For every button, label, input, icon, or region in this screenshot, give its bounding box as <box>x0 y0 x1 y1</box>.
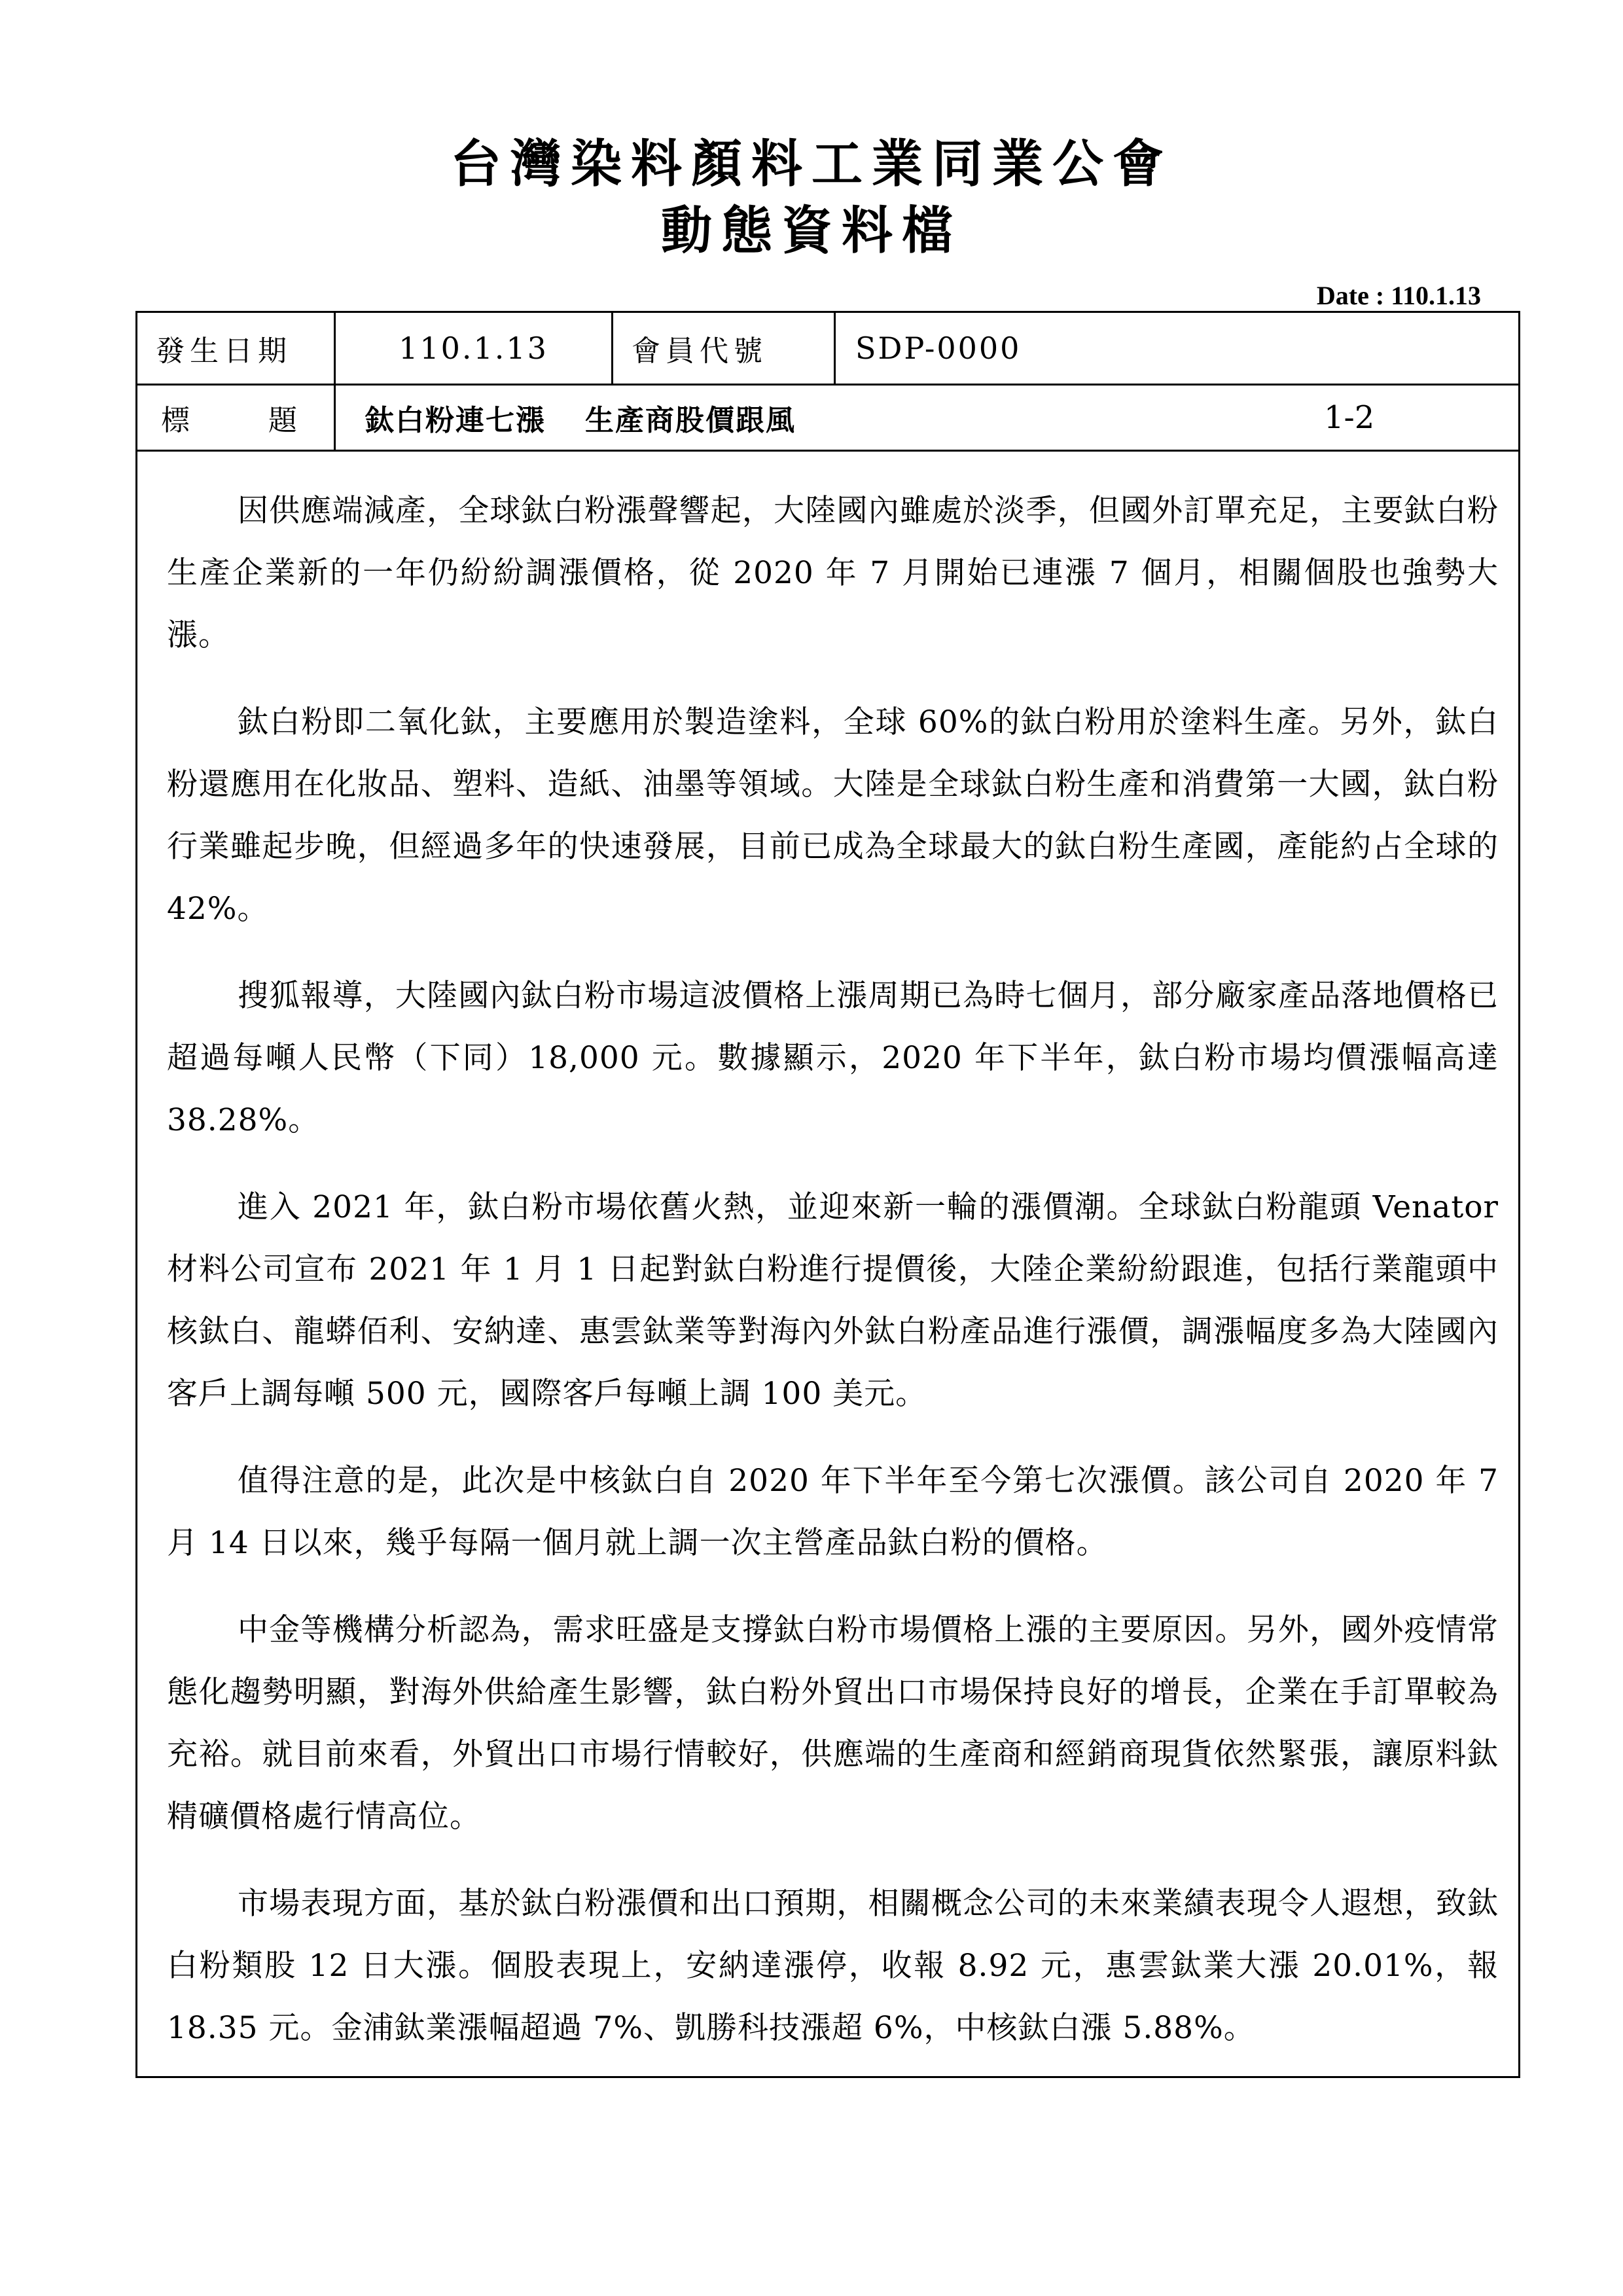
org-title: 台灣染料顏料工業同業公會 <box>450 134 1173 194</box>
form-row-date-member <box>137 313 1518 386</box>
page-number: 1-2 <box>1324 399 1375 436</box>
document-date: Date : 110.1.13 <box>1316 281 1481 310</box>
paragraph: 因供應端減產，全球鈦白粉漲聲響起，大陸國內雖處於淡季，但國外訂單充足，主要鈦白粉生產企業新的一年仍紛紛調漲價格，從 2020 年 7 月開始已連漲 7 個月，相關個股也強勢大漲。 <box>167 493 1499 653</box>
subject-label-char-2: 題 <box>268 404 297 437</box>
subject-label-char-1: 標 <box>161 404 190 437</box>
member-code-value: SDP-0000 <box>855 331 1022 366</box>
form-row-subject <box>137 386 1518 452</box>
record-form <box>135 311 1520 2078</box>
subject-part-1: 鈦白粉連七漲 <box>365 404 546 437</box>
member-code-label: 會員代號 <box>613 313 836 384</box>
subject-label <box>137 386 336 450</box>
article-body <box>167 480 1499 2084</box>
occur-date-label: 發生日期 <box>137 313 336 384</box>
paragraph: 值得注意的是，此次是中核鈦白自 2020 年下半年至今第七次漲價。該公司自 2020 年 7 月 14 日以來，幾乎每隔一個月就上調一次主營產品鈦白粉的價格。 <box>167 1463 1499 1561</box>
paragraph: 進入 2021 年，鈦白粉市場依舊火熱，並迎來新一輪的漲價潮。全球鈦白粉龍頭 Venator 材料公司宣布 2021 年 1 月 1 日起對鈦白粉進行提價後，大陸企業紛紛跟進，包括行業龍頭中核鈦白、龍蟒佰利、安納達、惠雲鈦業等對海內外鈦白粉產品進行漲價，調漲幅度多為大陸國內客戶上調每噸 500 元，國際客戶每噸上調 100 美元。 <box>167 1189 1499 1412</box>
paragraph: 鈦白粉即二氧化鈦，主要應用於製造塗料，全球 60%的鈦白粉用於塗料生產。另外，鈦白粉還應用在化妝品、塑料、造紙、油墨等領域。大陸是全球鈦白粉生產和消費第一大國，鈦白粉行業雖起步晚，但經過多年的快速發展，目前已成為全球最大的鈦白粉生產國，產能約占全球的 42%。 <box>167 704 1499 927</box>
occur-date-value: 110.1.13 <box>336 313 613 384</box>
subject-value <box>336 386 1518 450</box>
paragraph: 市場表現方面，基於鈦白粉漲價和出口預期，相關概念公司的未來業績表現令人遐想，致鈦白粉類股 12 日大漲。個股表現上，安納達漲停，收報 8.92 元，惠雲鈦業大漲 20.01%，報 18.35 元。金浦鈦業漲幅超過 7%、凱勝科技漲超 6%，中核鈦白漲 5.88%。 <box>167 1886 1499 2046</box>
subject-part-2: 生產商股價跟風 <box>585 404 796 437</box>
paragraph: 搜狐報導，大陸國內鈦白粉市場這波價格上漲周期已為時七個月，部分廠家產品落地價格已超過每噸人民幣（下同）18,000 元。數據顯示，2020 年下半年，鈦白粉市場均價漲幅高達 38.28%。 <box>167 978 1499 1138</box>
paragraph: 中金等機構分析認為，需求旺盛是支撐鈦白粉市場價格上漲的主要原因。另外，國外疫情常態化趨勢明顯，對海外供給產生影響，鈦白粉外貿出口市場保持良好的增長，企業在手訂單較為充裕。就目前來看，外貿出口市場行情較好，供應端的生產商和經銷商現貨依然緊張，讓原料鈦精礦價格處行情高位。 <box>167 1612 1499 1835</box>
document-type-title: 動態資料檔 <box>660 201 962 260</box>
